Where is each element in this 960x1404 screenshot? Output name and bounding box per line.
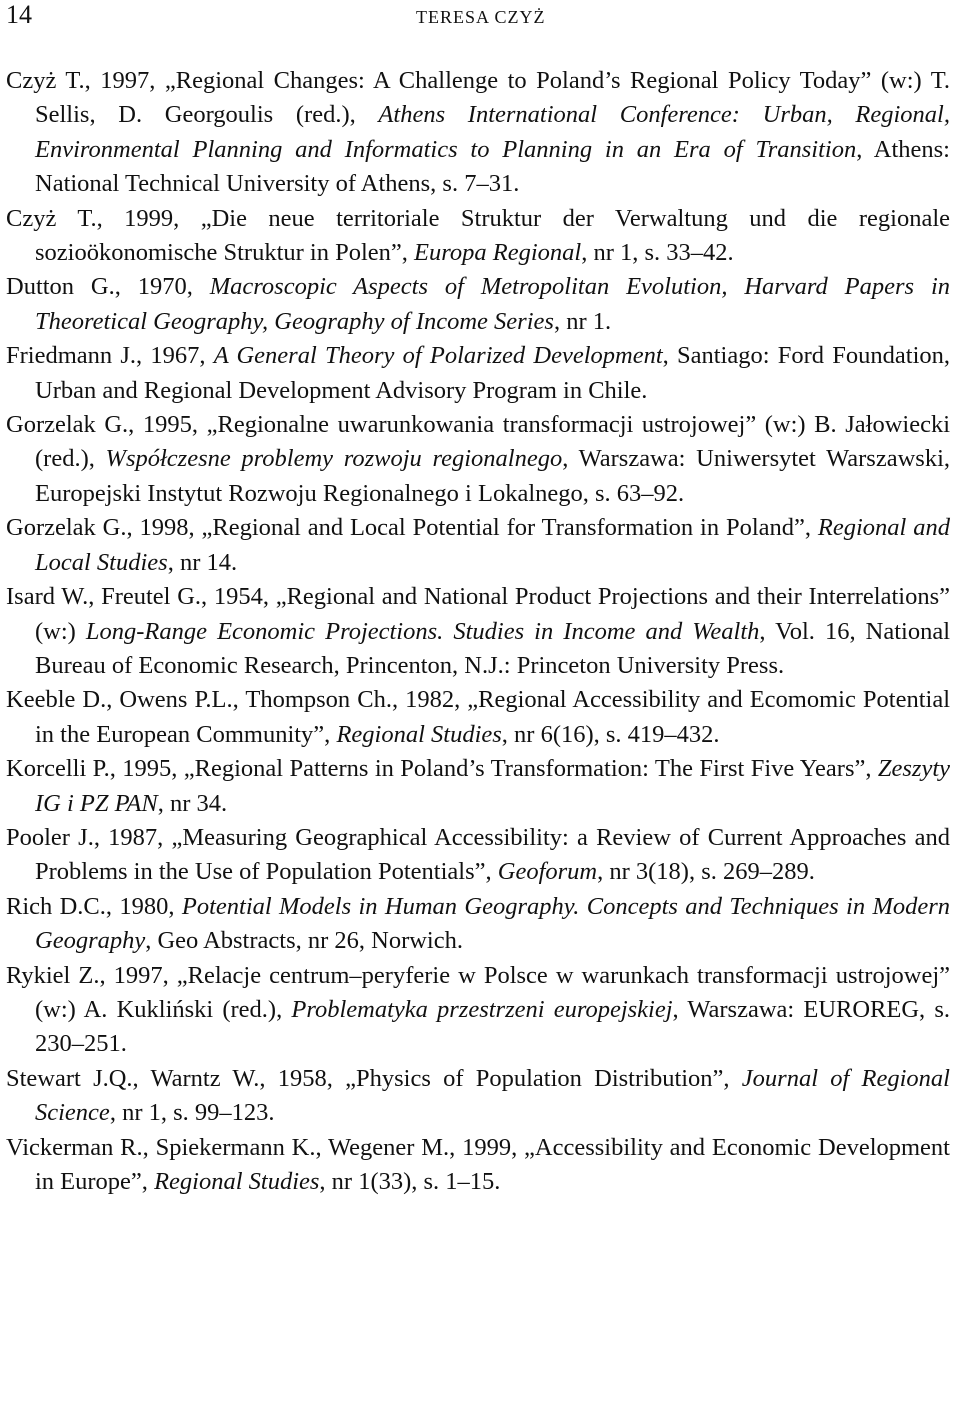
- reference-title-italic: Journal of Regional Science: [35, 1064, 950, 1127]
- reference-text: , nr 1.: [553, 307, 612, 335]
- reference-text: , nr 14.: [167, 548, 238, 576]
- reference-text: Stewart J.Q., Warntz W., 1958, „Physics of Population Distribution”,: [6, 1064, 742, 1092]
- reference-title-italic: Potential Models in Human Geography. Concepts and Techniques in Modern Geography: [35, 892, 951, 955]
- reference-text: Gorzelak G., 1998, „Regional and Local Potential for Transformation in Poland”,: [6, 514, 818, 542]
- reference-text: , Geo Abstracts, nr 26, Norwich.: [145, 927, 463, 955]
- reference-text: , nr 1(33), s. 1–15.: [319, 1168, 501, 1195]
- reference-text: Vickerman R., Spiekermann K., Wegener M., 1999, „Accessibility and Economic Development in Europe”,: [6, 1133, 950, 1195]
- reference-entry: [6, 890, 950, 959]
- reference-entry: [6, 1131, 950, 1200]
- reference-text: , Athens: National Technical University of Athens, s. 7–31.: [35, 135, 950, 198]
- reference-entry: [6, 339, 950, 408]
- reference-text: , Vol. 16, National Bureau of Economic Research, Princenton, N.J.: Princeton University Press.: [35, 617, 950, 679]
- reference-text: Korcelli P., 1995, „Regional Patterns in Poland’s Transformation: The First Five Years”,: [6, 755, 878, 783]
- reference-entry: [6, 202, 950, 271]
- reference-title-italic: Zeszyty IG i PZ PAN: [35, 755, 950, 817]
- reference-entry: [6, 821, 950, 890]
- reference-title-italic: Europa Regional: [414, 239, 582, 267]
- reference-title-italic: Athens International Conference: Urban, Regional, Environmental Planning and Informatics to Planning in an Era of Transition: [35, 101, 950, 163]
- reference-entry: [6, 408, 950, 511]
- reference-text: Czyż T., 1997, „Regional Changes: A Challenge to Poland’s Regional Policy Today” (w:) T. Sellis, D. Georgoulis (red.),: [6, 67, 950, 129]
- reference-entry: [6, 580, 950, 683]
- reference-text: , nr 1, s. 33–42.: [581, 239, 734, 267]
- running-head: TERESA CZYŻ: [416, 7, 546, 27]
- reference-text: , nr 34.: [157, 789, 228, 817]
- reference-title-italic: Problematyka przestrzeni europejskiej: [291, 995, 673, 1023]
- reference-text: Pooler J., 1987, „Measuring Geographical Accessibility: a Review of Current Approaches and Problems in the Use of Population Potentials”,: [6, 823, 950, 886]
- reference-title-italic: Współczesne problemy rozwoju regionalnego: [105, 445, 563, 473]
- reference-title-italic: Macroscopic Aspects of Metropolitan Evolution, Harvard Papers in Theoretical Geography, Geography of Income Series: [35, 273, 951, 335]
- reference-entry: [6, 752, 950, 821]
- reference-title-italic: A General Theory of Polarized Development: [213, 342, 663, 370]
- reference-entry: [6, 1062, 950, 1131]
- reference-text: Rich D.C., 1980,: [6, 892, 182, 920]
- reference-title-italic: Long-Range Economic Projections. Studies in Income and Wealth: [85, 617, 760, 645]
- reference-text: Rykiel Z., 1997, „Relacje centrum–peryferie w Polsce w warunkach transformacji ustrojowej” (w:) A. Kukliński (red.),: [6, 961, 950, 1023]
- reference-text: , nr 1, s. 99–123.: [109, 1099, 275, 1127]
- reference-text: , nr 3(18), s. 269–289.: [597, 858, 815, 886]
- reference-list: [6, 64, 950, 1199]
- reference-title-italic: Geoforum: [497, 858, 598, 886]
- reference-text: Dutton G., 1970,: [6, 273, 210, 301]
- page-header: [6, 0, 946, 34]
- reference-title-italic: Regional Studies: [154, 1168, 320, 1195]
- reference-text: Czyż T., 1999, „Die neue territoriale Struktur der Verwaltung und die regionale sozioökonomische Struktur in Polen”,: [6, 204, 950, 267]
- reference-text: , nr 6(16), s. 419–432.: [501, 720, 720, 748]
- reference-entry: [6, 683, 950, 752]
- reference-text: Isard W., Freutel G., 1954, „Regional and National Product Projections and their Interrelations” (w:): [6, 583, 950, 645]
- reference-entry: [6, 64, 950, 202]
- reference-title-italic: Regional and Local Studies: [35, 514, 950, 576]
- reference-text: Keeble D., Owens P.L., Thompson Ch., 1982, „Regional Accessibility and Ecomomic Potential in the European Community”,: [6, 686, 950, 748]
- page-number: 14: [6, 0, 32, 29]
- reference-text: , Santiago: Ford Foundation, Urban and Regional Development Advisory Program in Chile.: [35, 342, 950, 404]
- reference-text: , Warszawa: Uniwersytet Warszawski, Europejski Instytut Rozwoju Regionalnego i Lokalnego, s. 63–92.: [35, 445, 950, 507]
- reference-text: , Warszawa: EUROREG, s. 230–251.: [35, 995, 950, 1058]
- reference-text: Friedmann J., 1967,: [6, 342, 214, 370]
- reference-text: Gorzelak G., 1995, „Regionalne uwarunkowania transformacji ustrojowej” (w:) B. Jałowiecki (red.),: [6, 411, 950, 473]
- reference-title-italic: Regional Studies: [336, 720, 502, 748]
- reference-entry: [6, 511, 950, 580]
- reference-entry: [6, 270, 950, 339]
- reference-entry: [6, 959, 950, 1062]
